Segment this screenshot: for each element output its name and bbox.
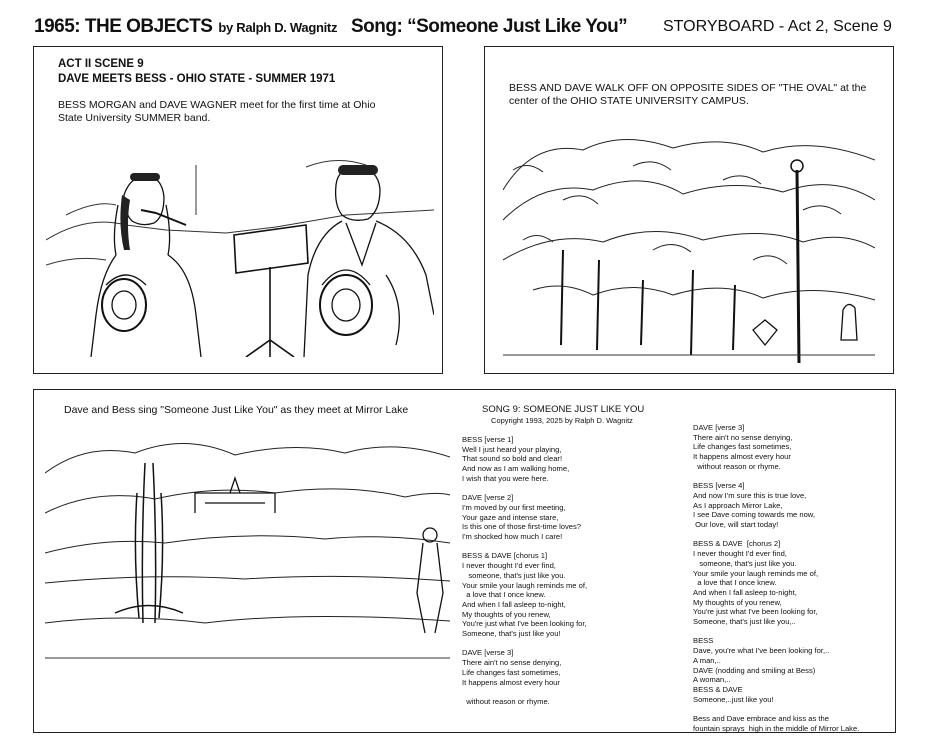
lyric-line: Someone,..just like you! — [693, 694, 774, 704]
lyric-line: Your gaze and intense stare, — [462, 512, 559, 522]
song-title: SONG 9: SOMEONE JUST LIKE YOU — [482, 404, 645, 415]
lyric-line: BESS [verse 4] — [693, 481, 745, 491]
lyric-line: Bess and Dave embrace and kiss as the — [693, 714, 829, 724]
lyric-line: Our love, will start today! — [693, 520, 779, 530]
act-scene-label: ACT II SCENE 9 — [58, 58, 144, 70]
mirror-lake-fountain-sketch — [45, 433, 450, 676]
lyric-line: My thoughts of you renew, — [693, 597, 782, 607]
band-rehearsal-sketch — [46, 155, 434, 357]
lyric-line: Someone, that's just like you! — [462, 629, 561, 639]
lyric-line: someone, that's just like you. — [462, 570, 566, 580]
song-header — [482, 404, 645, 425]
lyric-line: Life changes fast sometimes, — [693, 442, 792, 452]
lyrics-stanza — [693, 636, 893, 704]
lyrics-stanza — [693, 481, 893, 530]
lyric-line: DAVE [verse 3] — [693, 423, 745, 432]
lyric-line: There ain't no sense denying, — [462, 658, 562, 668]
storyboard-label: STORYBOARD - Act 2, Scene 9 — [663, 18, 892, 35]
lyric-line: A woman,.. — [693, 675, 731, 685]
song-copyright: Copyright 1993, 2025 by Ralph D. Wagnitz — [491, 416, 633, 425]
lyric-line: BESS & DAVE [chorus 1] — [462, 551, 548, 561]
lyric-line: BESS & DAVE — [693, 684, 743, 694]
lyric-line: without reason or rhyme. — [693, 461, 781, 471]
document-title — [34, 16, 337, 38]
lyrics-column-left — [462, 435, 677, 716]
lyric-line: And when I fall asleep to-night, — [693, 587, 797, 597]
lyrics-stanza — [693, 423, 893, 472]
campus-oval-sketch — [503, 130, 875, 363]
lyric-line: You're just what I've been looking for, — [462, 619, 587, 629]
lyrics-stanza — [693, 539, 893, 626]
storyboard-panel-the-oval — [484, 46, 894, 374]
lyric-line: You're just what I've been looking for, — [693, 607, 818, 617]
lyrics-stanza — [693, 714, 893, 733]
lyrics-column-right — [693, 423, 893, 743]
lyric-line: My thoughts of you renew, — [462, 609, 551, 619]
lyrics-stanza — [462, 435, 677, 484]
lyric-line: someone, that's just like you. — [693, 558, 797, 568]
panel1-heading — [58, 57, 335, 87]
lyric-line: BESS [verse 1] — [462, 435, 514, 444]
lyric-line: fountain sprays high in the middle of Mirror Lake. — [693, 723, 860, 733]
song-heading: Song: “Someone Just Like You” — [351, 16, 628, 37]
lyric-line: without reason or rhyme. — [462, 696, 550, 706]
lyrics-stanza — [462, 493, 677, 542]
storyboard-panel-mirror-lake — [33, 389, 896, 733]
panel3-caption: Dave and Bess sing "Someone Just Like You" as they meet at Mirror Lake — [64, 404, 409, 416]
lyric-line: Someone, that's just like you,.. — [693, 617, 796, 627]
lyric-line: I'm moved by our first meeting, — [462, 502, 566, 512]
author-credit: by Ralph D. Wagnitz — [218, 20, 338, 35]
lyric-line: I'm shocked how much I care! — [462, 532, 563, 542]
lyric-line: I see Dave coming towards me now, — [693, 510, 815, 520]
lyric-line: Well I just heard your playing, — [462, 444, 562, 454]
lyric-line: That sound so bold and clear! — [462, 454, 563, 464]
lyric-line: Life changes fast sometimes, — [462, 667, 561, 677]
lyric-line: BESS — [693, 636, 714, 646]
lyric-line: BESS & DAVE [chorus 2] — [693, 539, 781, 549]
panel1-description: BESS MORGAN and DAVE WAGNER meet for the first time at Ohio State University SUMMER band. — [58, 99, 376, 124]
lyric-line: a love that I once knew. — [462, 590, 546, 600]
lyric-line: DAVE [verse 3] — [462, 648, 514, 658]
lyric-line: I never thought I'd ever find, — [462, 561, 556, 571]
lyrics-stanza — [462, 551, 677, 638]
lyric-line: DAVE (nodding and smiling at Bess) — [693, 665, 816, 675]
lyric-line: And when I fall asleep to-night, — [462, 599, 566, 609]
scene-title: DAVE MEETS BESS - OHIO STATE - SUMMER 1971 — [58, 73, 336, 85]
lyric-line: Dave, you're what I've been looking for,.. — [693, 646, 830, 656]
lyric-line: There ain't no sense denying, — [693, 432, 793, 442]
lyric-line: And now as I am walking home, — [462, 464, 570, 474]
lyric-line — [462, 687, 677, 697]
lyric-line: Your smile your laugh reminds me of, — [462, 580, 588, 590]
panel2-description: BESS AND DAVE WALK OFF ON OPPOSITE SIDES OF "THE OVAL" at the center of the OHIO STATE UNIVERSITY CAMPUS. — [509, 82, 867, 107]
lyric-line: I never thought I'd ever find, — [693, 549, 787, 559]
lyric-line: Is this one of those first-time loves? — [462, 522, 582, 532]
lyric-line: DAVE [verse 2] — [462, 493, 514, 503]
lyrics-stanza — [462, 648, 677, 706]
lyric-line: And now I'm sure this is true love, — [693, 490, 807, 500]
lyric-line: a love that I once knew. — [693, 578, 777, 588]
lyric-line: Your smile your laugh reminds me of, — [693, 568, 819, 578]
lyric-line: It happens almost every hour — [693, 452, 791, 462]
storyboard-panel-band-meeting — [33, 46, 443, 374]
title-text: 1965: THE OBJECTS — [34, 16, 213, 37]
lyric-line: A man,.. — [693, 655, 721, 665]
lyric-line: I wish that you were here. — [462, 473, 549, 483]
lyric-line: It happens almost every hour — [462, 677, 560, 687]
lyric-line: As I approach Mirror Lake, — [693, 500, 783, 510]
